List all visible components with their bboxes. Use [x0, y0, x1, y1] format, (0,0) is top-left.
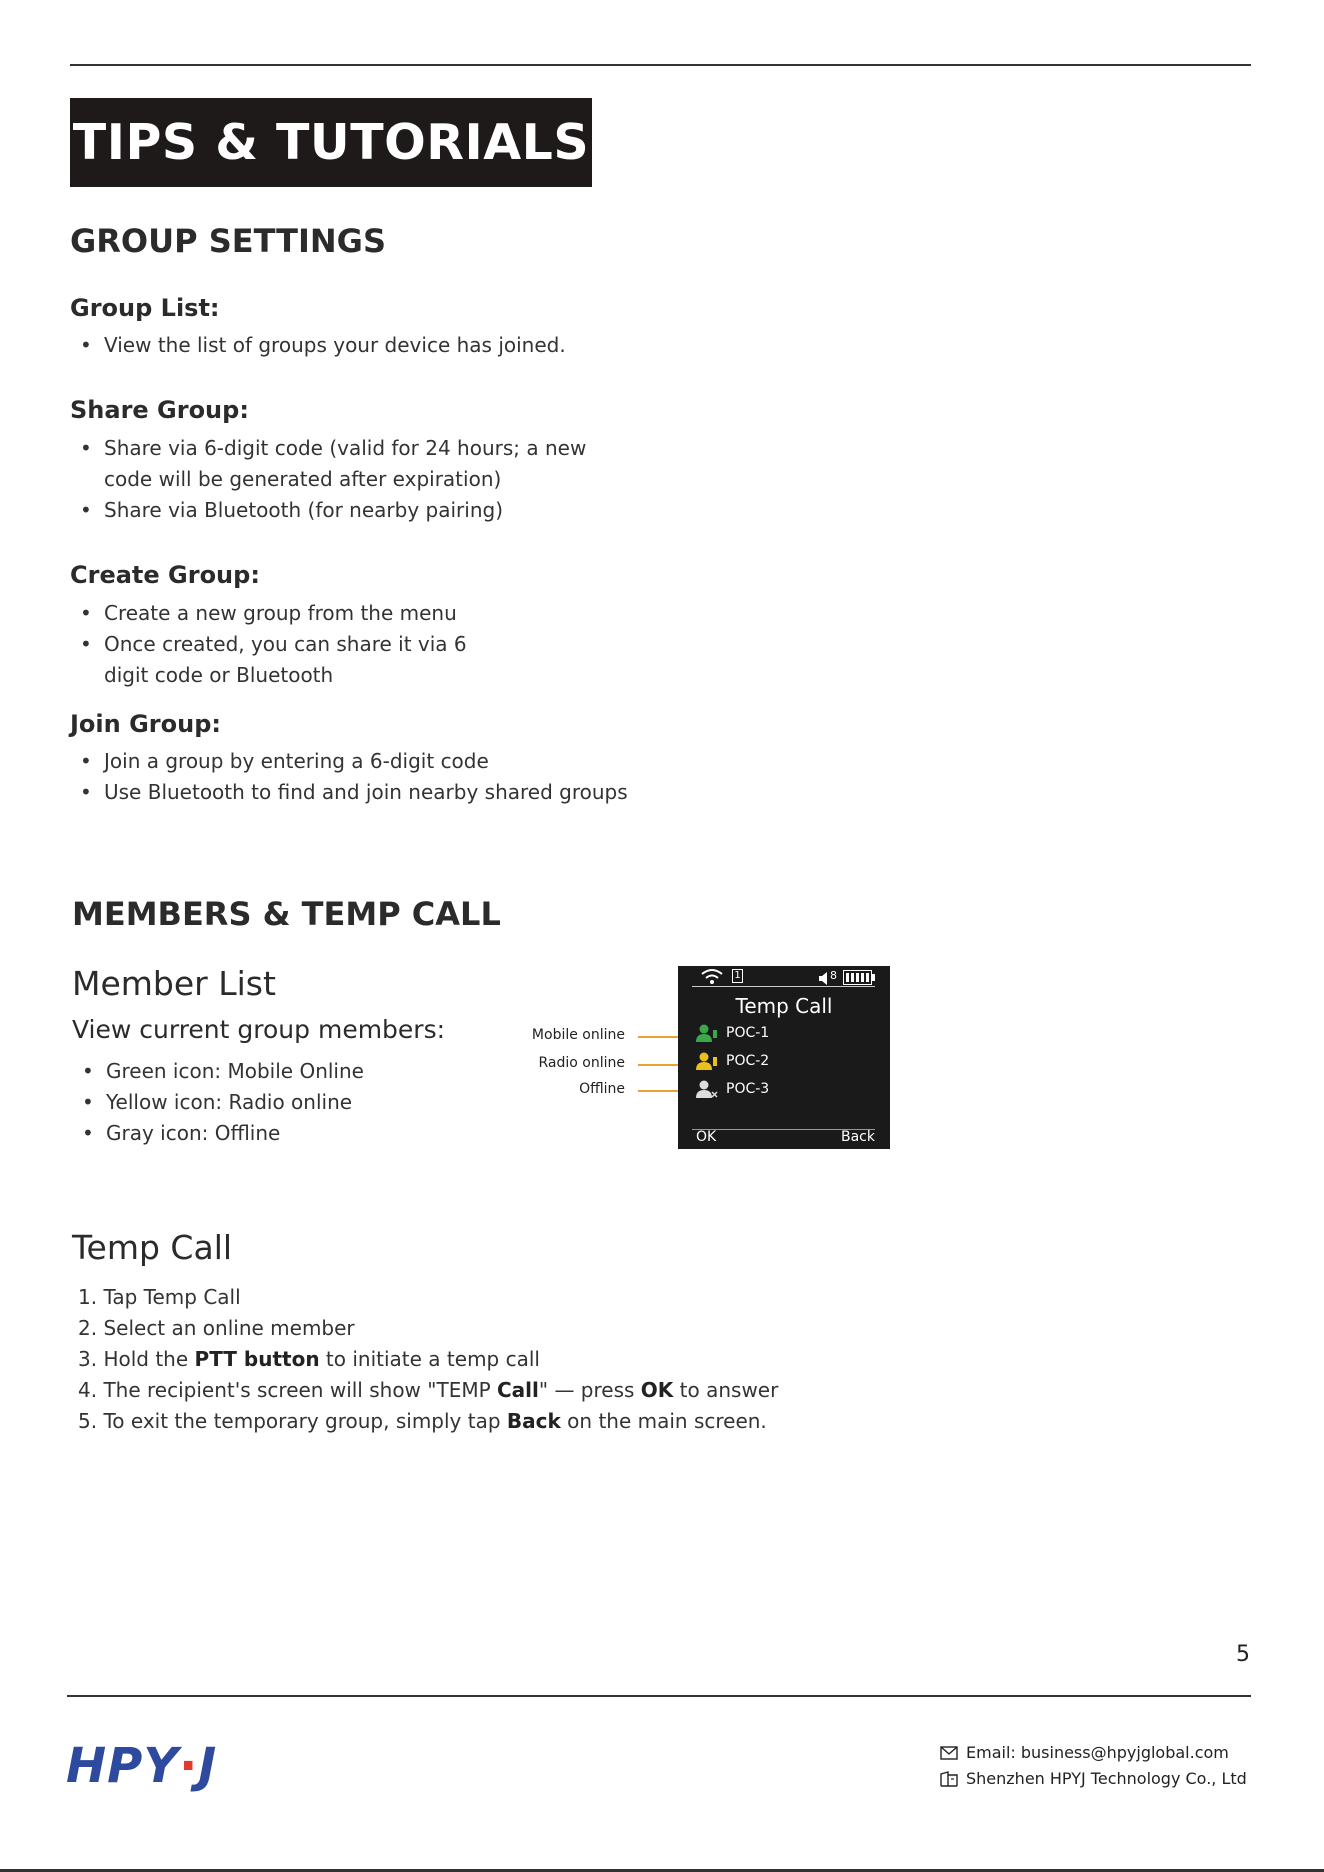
- contact-email: [940, 1743, 1229, 1762]
- member-name: POC-1: [726, 1025, 770, 1041]
- step-item: 5. To exit the temporary group, simply tap Back on the main screen.: [78, 1409, 767, 1433]
- email-text: Email: business@hpyjglobal.com: [966, 1743, 1229, 1762]
- screen-title: Temp Call: [735, 994, 833, 1018]
- list-share-group: [80, 433, 586, 526]
- temp-call-steps: [78, 1282, 778, 1437]
- step-item: 3. Hold the PTT button to initiate a temp call: [78, 1347, 540, 1371]
- list-item: • Create a new group from the menu: [80, 598, 467, 629]
- status-divider: [692, 986, 875, 987]
- callout-radio-online: Radio online: [538, 1055, 625, 1071]
- top-rule: [70, 64, 1251, 66]
- section-title-group-settings: GROUP SETTINGS: [70, 222, 386, 260]
- heading-view-members: View current group members:: [72, 1015, 446, 1044]
- list-item: • Use Bluetooth to find and join nearby shared groups: [80, 777, 628, 808]
- user-icon-mobile: [696, 1024, 718, 1042]
- heading-temp-call: Temp Call: [72, 1228, 233, 1267]
- list-item: • Once created, you can share it via 6: [80, 629, 467, 660]
- callout-offline: Offline: [579, 1081, 625, 1097]
- heading-join-group: Join Group:: [70, 710, 221, 738]
- list-item: • Share via 6-digit code (valid for 24 hours; a new: [80, 433, 586, 464]
- list-item: • Join a group by entering a 6-digit code: [80, 746, 628, 777]
- volume-level: 8: [830, 969, 837, 982]
- sim-icon: 1: [732, 969, 743, 983]
- company-text: Shenzhen HPYJ Technology Co., Ltd: [966, 1769, 1247, 1788]
- member-row[interactable]: [696, 1024, 769, 1042]
- page-banner: TIPS & TUTORIALS: [70, 98, 592, 187]
- ok-softkey[interactable]: OK: [696, 1129, 717, 1145]
- section-title-members: MEMBERS & TEMP CALL: [72, 895, 501, 933]
- list-create-group: [80, 598, 467, 691]
- step-item: 1. Tap Temp Call: [78, 1285, 241, 1309]
- user-icon-offline: [696, 1080, 718, 1098]
- member-name: POC-2: [726, 1053, 770, 1069]
- heading-member-list: Member List: [72, 964, 276, 1003]
- company-logo: HPY·J: [66, 1738, 218, 1794]
- member-row[interactable]: [696, 1052, 769, 1070]
- list-item: • Yellow icon: Radio online: [82, 1087, 364, 1118]
- bottom-rule: [67, 1695, 1251, 1697]
- list-item: • View the list of groups your device has joined.: [80, 330, 566, 361]
- contact-company: [940, 1769, 1247, 1788]
- user-icon-radio: [696, 1052, 718, 1070]
- list-item: • Share via Bluetooth (for nearby pairing): [80, 495, 586, 526]
- list-item-continuation: code will be generated after expiration): [104, 467, 502, 491]
- list-group-list: [80, 330, 566, 361]
- list-join-group: [80, 746, 628, 808]
- page-number: 5: [1236, 1642, 1250, 1667]
- step-item: 4. The recipient's screen will show "TEMP Call" — press OK to answer: [78, 1378, 779, 1402]
- step-item: 2. Select an online member: [78, 1316, 355, 1340]
- callout-mobile-online: Mobile online: [531, 1027, 625, 1043]
- battery-icon: [843, 969, 875, 986]
- device-screen: [678, 966, 890, 1149]
- list-item: • Gray icon: Offline: [82, 1118, 364, 1149]
- speaker-icon: [818, 970, 830, 987]
- member-name: POC-3: [726, 1081, 770, 1097]
- heading-create-group: Create Group:: [70, 561, 260, 589]
- back-softkey[interactable]: Back: [841, 1129, 875, 1145]
- list-member-icons: [82, 1056, 364, 1149]
- wifi-icon: [700, 968, 724, 985]
- list-item: • Green icon: Mobile Online: [82, 1056, 364, 1087]
- heading-group-list: Group List:: [70, 294, 220, 322]
- heading-share-group: Share Group:: [70, 396, 249, 424]
- envelope-icon: [940, 1746, 958, 1760]
- building-icon: [940, 1771, 958, 1787]
- list-item-continuation: digit code or Bluetooth: [104, 663, 334, 687]
- member-row[interactable]: [696, 1080, 769, 1098]
